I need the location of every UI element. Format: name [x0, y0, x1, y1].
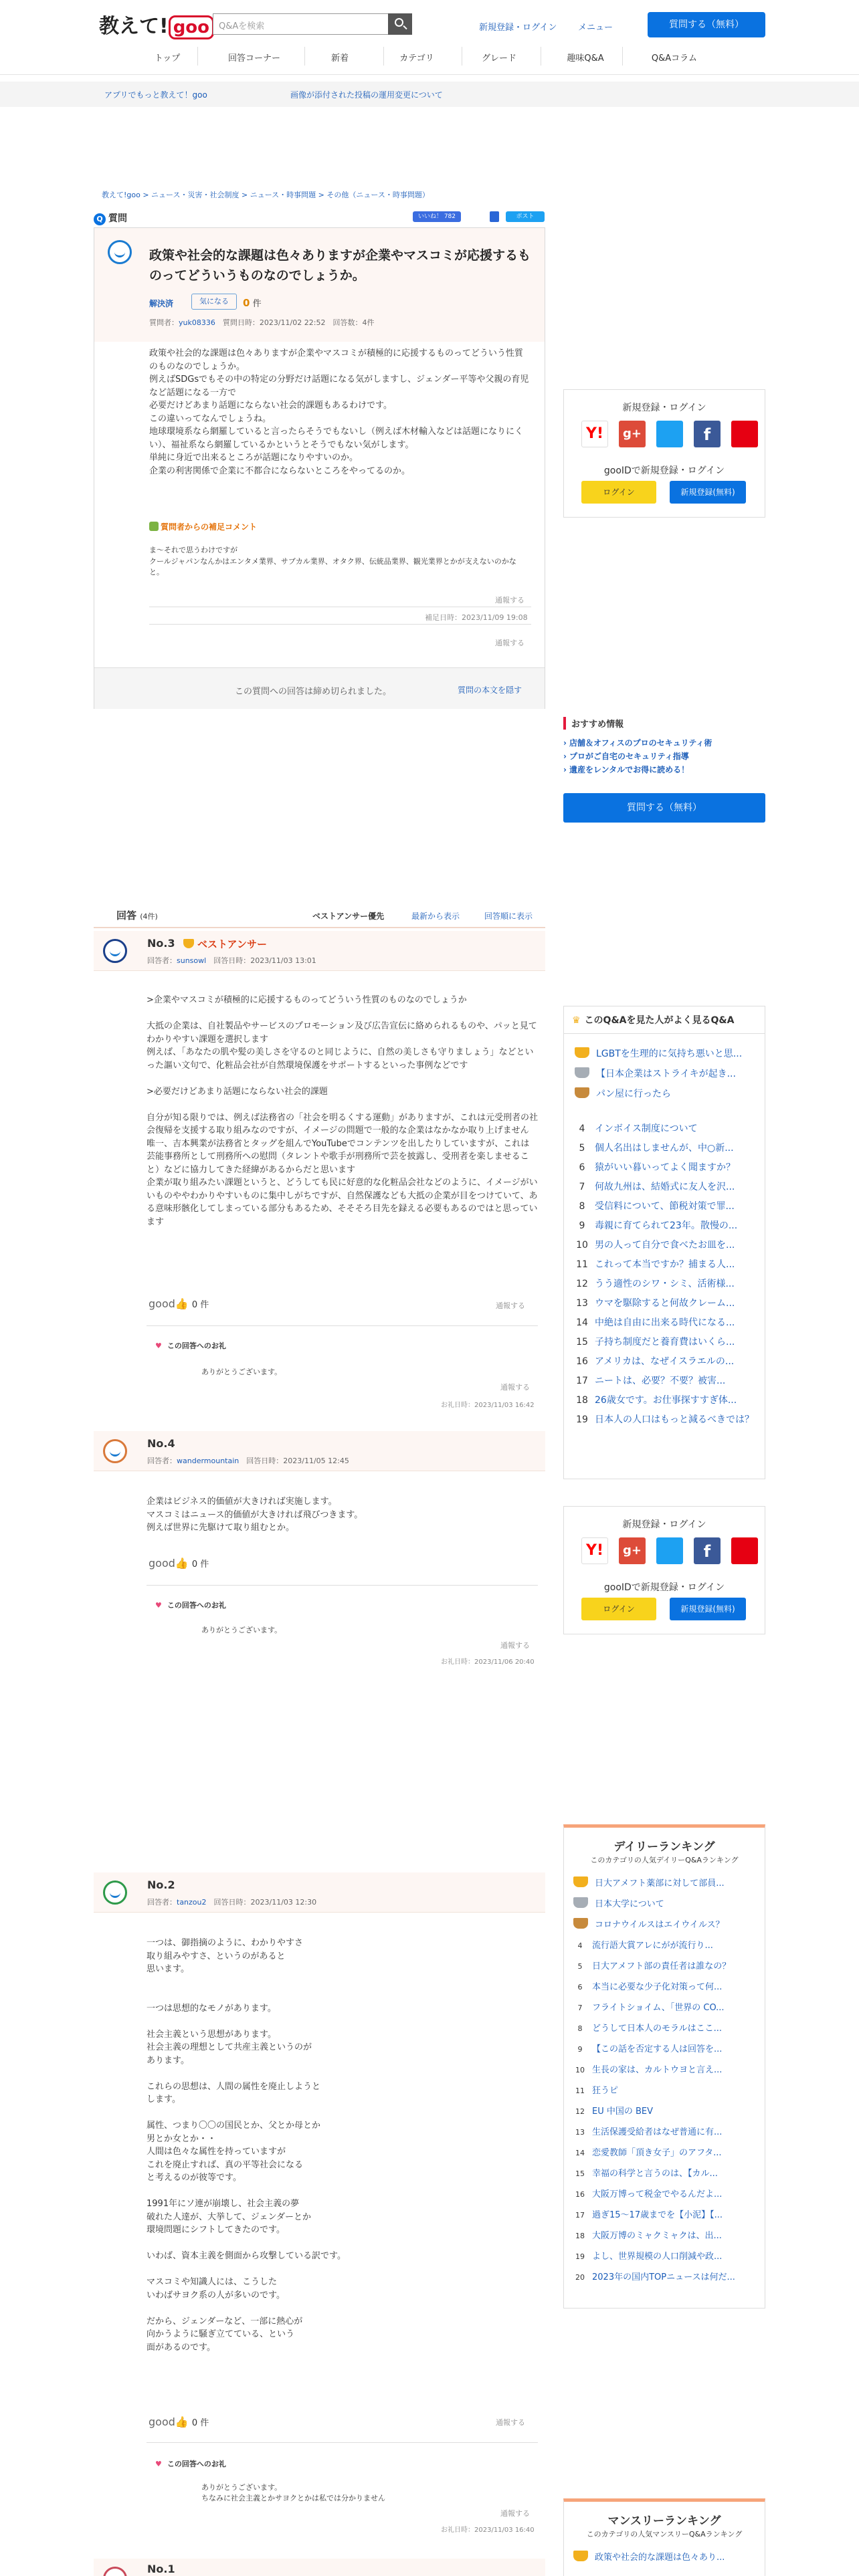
question-body: 政策や社会的な課題は色々ありますが企業やマスコミが積極的に応援するものってどういう性質のものなのでしょうか。 例えばSDGsでもその中の特定の分野だけ話題になる気がしますし、ジェンダー平等や父親の育児など話題になる一方で 必要だけどあまり話題にならない社会的課題もあるわけです。 この違いってなんでしょうね。 地球環境系なら網羅していると言ったらそうでもないし（例えば木材輸入などは話題になりにくい）、福祉系なら網羅しているかというとそうでもない気がします。 単純に身近で出来るところが話題になりやすいのか。 企業の利害関係で企業に不都合にならないところをやってるのか。: [149, 348, 529, 476]
search-input[interactable]: Q&Aを検索: [213, 13, 412, 35]
related-item[interactable]: 6 猿がいい暮いってよく聞ますか？: [579, 1162, 735, 1173]
related-item[interactable]: 19 日本人の人口はもっと減るべきでは？: [576, 1414, 754, 1425]
site-logo[interactable]: 教えて! goo: [99, 9, 214, 39]
daily-item[interactable]: 日大アメフト薬部に対して部員...: [572, 1876, 759, 1889]
app-link[interactable]: アプリでもっと教えて！goo: [104, 90, 207, 100]
related-item[interactable]: 11 これって本当ですか？捕まる人...: [576, 1259, 735, 1270]
sort-best[interactable]: ベストアンサー優先: [312, 911, 385, 921]
google-login-icon[interactable]: g+: [619, 421, 646, 447]
supplement-body: ま～それで思うわけですが クールジャパンなんかはエンタメ業界、サブカル業界、オタク界、伝統品業界、観光業界とかが支えないのかなと。: [149, 546, 516, 576]
report-link[interactable]: 通報する: [495, 639, 524, 647]
nav-category[interactable]: カテゴリ: [399, 53, 434, 64]
facebook-login-icon[interactable]: f: [694, 421, 721, 447]
related-item[interactable]: 15 子持ち制度だと養育費はいくら...: [576, 1337, 735, 1348]
answer-body: >企業やマスコミが積極的に応援するものってどういう性質のものなのでしょうか 大抵の企業は、自社製品やサービスのプロモーション及び広告宣伝に絡められるものや、パッと見てわかりやすい課題を選択します 例えば、「あなたの肌や髪の美しさを守るのと同じように、自然の美しさも守りましょう」などといった謳い文句で、化粧品会社が自然環境保護をサポートするといった事例などです >必要だけどあまり話題にならない社会的課題 自分が知る限りでは、例えば法務省の「社会を明るくする運動」がありますが、これは元受刑者の社会復帰を支援する取り組みなのですが、イメージの問題で一般的な企業はなかなか取り上げません 唯一、吉本興業が法務省とタッグを組んでYouTubeでコンテンツを出したりしていますが、これは芸能事務所として刑務所への慰問（タレントや歌手が刑務所で芸を披露し、受刑者を楽しませること）などに協力してきた経緯があるからだと思います 企業が取り組みたい課題というと、どうしても民に好意的な化粧品会社などのように、イメージがいいものややわかりやすいものに集中しがちですが、自然保護なども大抵の企業が目をつけていて、ある意味形骸化してしまっている部分もあるため、そそそろ目先を録える必要もあるのではと思っています: [147, 995, 539, 1227]
login-button[interactable]: ログイン: [581, 1598, 656, 1620]
daily-item[interactable]: 7 フライトショイム、「世界の CO...: [577, 2003, 725, 2013]
ask-question-button[interactable]: 質問する（無料）: [563, 793, 765, 823]
supplement-date: 補足日時：2023/11/09 19:08: [425, 613, 528, 622]
daily-item[interactable]: 16 大阪万博って税金でやるんだよ...: [575, 2189, 723, 2199]
twitter-login-icon[interactable]: [656, 1537, 683, 1564]
notice-bar: [0, 82, 859, 107]
thanks-body: ありがとうございます。: [201, 1626, 282, 1634]
answers-header: 回答 (4件) ベストアンサー優先 最新から表示 回答順に表示: [94, 904, 545, 928]
monthly-ranking: マンスリーランキング このカテゴリの人気マンスリーQ&Aランキング 政策や社会的な課題は色々あり...: [563, 2498, 765, 2576]
avatar: [103, 1881, 127, 1905]
answer-header: No.3 ベストアンサー 回答者：sunsowl 回答日時：2023/11/03 13:01: [94, 931, 545, 971]
daily-item[interactable]: 4 流行語大賞アレにがが流行り...: [577, 1941, 713, 1951]
hide-question-link[interactable]: 質問の本文を隠す: [458, 685, 522, 695]
docomo-login-icon[interactable]: [731, 421, 758, 447]
docomo-login-icon[interactable]: [731, 1537, 758, 1564]
daily-item[interactable]: コロナウイルスはエイウイルス？: [572, 1917, 759, 1930]
login-button[interactable]: ログイン: [581, 481, 656, 504]
comment-icon: [149, 522, 159, 531]
thanks-date: お礼日時：2023/11/03 16:40: [441, 2527, 535, 2534]
related-item[interactable]: 10 男の人って自分で食べたお皿を...: [576, 1240, 735, 1251]
nav-answer-corner[interactable]: 回答コーナー: [227, 53, 280, 64]
watch-button[interactable]: 気になる: [191, 294, 237, 310]
answer-header: No.1: [94, 2559, 545, 2576]
report-link[interactable]: 通報する: [495, 596, 524, 605]
daily-item[interactable]: 8 どうして日本人のモラルはここ...: [577, 2024, 723, 2034]
closed-notice: この質問への回答は締め切られました。 質問の本文を隠す: [94, 667, 545, 709]
facebook-login-icon[interactable]: f: [694, 1537, 721, 1564]
report-link[interactable]: 通報する: [496, 1301, 525, 1310]
related-item[interactable]: 5 個人名出はしませんが、中○新...: [579, 1143, 734, 1154]
question-card: [94, 227, 545, 709]
daily-item[interactable]: 15 幸福の科学と言うのは、【カル...: [575, 2169, 718, 2179]
related-item[interactable]: 7 何故九州は、結婚式に友人を沢...: [579, 1182, 735, 1192]
author-link[interactable]: wandermountain: [177, 1457, 240, 1465]
good-button[interactable]: good👍 0 件: [149, 2416, 209, 2428]
related-item[interactable]: パン屋に行ったら: [573, 1087, 758, 1100]
author-link[interactable]: sunsowl: [177, 956, 207, 965]
related-item[interactable]: 8 受信料について、節税対策で罪...: [579, 1201, 735, 1212]
login-box: 新規登録・ログイン Y! g+ f gooIDで新規登録・ログイン ログイン 新規登録(無料): [563, 389, 765, 518]
report-link[interactable]: 通報する: [500, 1383, 530, 1392]
bookmark-icon[interactable]: [490, 211, 499, 222]
daily-item[interactable]: 日本大学について: [572, 1897, 759, 1909]
site-header: [0, 0, 859, 75]
menu-link[interactable]: メニュー: [578, 23, 613, 33]
related-item[interactable]: LGBTを生理的に気持ち悪いと思...: [573, 1047, 758, 1060]
related-item[interactable]: 14 中絶は自由に出来る時代になる...: [576, 1317, 735, 1328]
avatar: [108, 240, 132, 264]
daily-item[interactable]: 12 EU 中国の BEV: [575, 2107, 654, 2117]
daily-item[interactable]: 20 2023年の国内TOPニュースは何だ...: [575, 2272, 735, 2282]
register-button[interactable]: 新規登録(無料): [670, 481, 746, 504]
tweet-button[interactable]: ポスト: [506, 211, 545, 222]
related-item[interactable]: 16 アメリカは、なぜイスラエルの...: [576, 1356, 735, 1367]
like-button[interactable]: いいね！ 782: [413, 211, 461, 222]
thanks-label: ♥ この回答へのお礼: [155, 1600, 226, 1610]
google-login-icon[interactable]: g+: [619, 1537, 646, 1564]
breadcrumb[interactable]: 教えて!goo > ニュース・災害・社会制度 > ニュース・時事問題 > その他（ニュース・時事問題）: [102, 191, 430, 199]
ask-question-button[interactable]: 質問する（無料）: [648, 12, 765, 37]
daily-item[interactable]: 9 【この話を否定する人は回答を...: [577, 2044, 723, 2054]
watch-count: 0 件: [243, 297, 262, 309]
related-item[interactable]: 12 うう適性のシワ・シミ、活術様...: [576, 1279, 735, 1289]
report-link[interactable]: 通報する: [500, 2509, 530, 2518]
search-button[interactable]: [388, 13, 412, 35]
avatar: [103, 939, 127, 963]
nav-new[interactable]: 新着: [330, 53, 349, 64]
nav-hobby-qa[interactable]: 趣味Q&A: [567, 53, 604, 64]
login-box: 新規登録・ログイン Y! g+ f gooIDで新規登録・ログイン ログイン 新規登録(無料): [563, 1506, 765, 1634]
reco-item[interactable]: › 店舗＆オフィスのプロのセキュリティ術: [563, 736, 765, 750]
related-item[interactable]: 9 毒親に育てられて23年。散慢の...: [579, 1220, 738, 1231]
daily-ranking: デイリーランキング このカテゴリの人気デイリーQ&Aランキング 日大アメフト薬部に対して部員... 日本大学について コロナウイルスはエイウイルス？ 4 流行語大賞アレにがが流行り... 5 日大アメフト部の責任者は誰なの？ 6 本当に必要な少子化対策って何... 7 フライトショイム、「世界の CO... 8 どうして日本人のモラルはここ... 9 【この話を否定する人は回答を... 10 生長の家は、カルトウヨと言え... 11 狂うピ 12 EU 中国の BEV 13 生活保護受給者はなぜ普通に有... 14 恋愛教師「頂き女子」のアフタ... 15 幸福の科学と言うのは、【カル... 16 大阪万博って税金でやるんだよ... 17 過ぎ15〜17歳までを【小泥】【... 18 大阪万博のミャクミャクは、出... 19 よし、世界規模の人口削減や政... 20 2023年の国内TOPニュースは何だ...: [563, 1824, 765, 2309]
thanks-body: ありがとうございます。 ちなみに社会主義とかサヨクとかは私では分かりません: [201, 2483, 385, 2502]
report-link[interactable]: 通報する: [496, 2418, 525, 2427]
daily-item[interactable]: 14 恋愛教師「頂き女子」のアフタ...: [575, 2148, 722, 2158]
twitter-login-icon[interactable]: [656, 421, 683, 447]
related-qa-box: ♛ このQ&Aを見た人がよく見るQ&A LGBTを生理的に気持ち悪いと思... 【日本企業はストライキが起き... パン屋に行ったら 4 インボイス制度について 5 個人名出はしませんが、中○新... 6 猿がいい暮いってよく聞ますか？ 7 何故九州は、結婚式に友人を沢... 8 受信料について、節税対策で罪... 9 毒親に育てられて23年。散慢の... 10 男の人って自分で食べたお皿を... 11 これって本当ですか？捕まる人... 12 うう適性のシワ・シミ、活術様... 13 ウマを駆除すると何故クレーム... 14 中絶は自由に出来る時代になる... 15 子持ち制度だと養育費はいくら... 16 アメリカは、なぜイスラエルの... 17 ニートは、必要？不要？被害... 18 26歳女です。お仕事探すすぎ体... 19 日本人の人口はもっと減るべきでは？: [563, 1006, 765, 1479]
answer-body: 企業はビジネス的価値が大きければ実施します。 マスコミはニュース的価値が大きければ飛びつきます。 例えば世界に先駆けて取り組むとか。: [147, 1497, 363, 1533]
good-button[interactable]: good👍 0 件: [149, 1557, 209, 1570]
thanks-label: ♥ この回答へのお礼: [155, 1340, 226, 1351]
related-item[interactable]: 【日本企業はストライキが起き...: [573, 1067, 758, 1080]
sort-old[interactable]: 回答順に表示: [484, 911, 533, 921]
thanks-date: お礼日時：2023/11/06 20:40: [441, 1658, 535, 1666]
related-item[interactable]: 17 ニートは、必要？不要？被害...: [576, 1376, 726, 1386]
thanks-date: お礼日時：2023/11/03 16:42: [441, 1402, 535, 1409]
daily-item[interactable]: 13 生活保護受給者はなぜ普通に有...: [575, 2127, 723, 2137]
status-badge: 解決済: [149, 299, 174, 308]
policy-link[interactable]: 画像が添付された投稿の運用変更について: [290, 90, 443, 100]
best-answer-badge: ベストアンサー: [183, 937, 267, 951]
related-item[interactable]: 18 26歳女です。お仕事探すすぎ体...: [576, 1395, 737, 1406]
recommended-info: おすすめ情報 › 店舗＆オフィスのプロのセキュリティ術 › プロがご自宅のセキュリティ指導 › 遺産をレンタルでお得に読める！: [563, 717, 765, 776]
good-button[interactable]: good👍 0 件: [149, 1297, 209, 1310]
question-meta: 質問者：yuk08336 質問日時：2023/11/02 22:52 回答数：4件: [149, 318, 375, 327]
reco-item[interactable]: › プロがご自宅のセキュリティ指導: [563, 750, 765, 763]
related-item[interactable]: 4 インボイス制度について: [579, 1123, 698, 1134]
question-section-label: Q 質問: [94, 211, 127, 225]
related-item[interactable]: 13 ウマを駆除すると何故クレーム...: [576, 1298, 735, 1309]
daily-item[interactable]: 6 本当に必要な少子化対策って何...: [577, 1982, 723, 1992]
nav-top[interactable]: トップ: [154, 53, 181, 64]
answer-header: No.4 回答者：wandermountain 回答日時：2023/11/05 12:45: [94, 1431, 545, 1471]
daily-item[interactable]: 19 よし、世界規模の人口削減や政...: [575, 2252, 723, 2262]
thanks-label: ♥ この回答へのお礼: [155, 2458, 226, 2469]
daily-item[interactable]: 5 日大アメフト部の責任者は誰なの？: [577, 1961, 731, 1971]
thanks-body: ありがとうございます。: [201, 1368, 282, 1376]
register-button[interactable]: 新規登録(無料): [670, 1598, 746, 1620]
daily-item[interactable]: 10 生長の家は、カルトウヨと言え...: [575, 2065, 723, 2075]
author-link[interactable]: yuk08336: [179, 318, 215, 327]
author-link[interactable]: tanzou2: [177, 1898, 207, 1907]
answer-body: 一つは、御指摘のように、わかりやすさ 取り組みやすさ、というのがあると 思います。 一つは思想的なモノがあります。 社会主義という思想があります。 社会主義の理想として共産主義というのが あります。 これらの思想は、人間の属性を廃止しようと します。 属性、つまり〇〇の国民とか、父とか母とか 男とか女とか・・ 人間は色々な属性を持っていますが これを廃止すれば、真の平等社会になる と考えるのが彼等です。 1991年にソ連が崩壊し、社会主義の夢 破れた人達が、大挙して、ジェンダーとか 環境問題にシフトしてきたのです。 いわば、資本主義を側面から攻撃している訳です。 マスコミや知識人には、こうした いわばサヨク系の人が多いのです。 だから、ジェンダーなど、一部に熱心が 向かうように騒ぎ立てている、という 面があるのです。: [147, 1938, 346, 2353]
daily-item[interactable]: 11 狂うピ: [575, 2086, 619, 2096]
question-icon: Q: [94, 213, 106, 225]
yahoo-login-icon[interactable]: Y!: [581, 1537, 608, 1564]
supplement-label: 質問者からの補足コメント: [149, 521, 257, 532]
nav-grade[interactable]: グレード: [481, 53, 516, 64]
register-login-link[interactable]: 新規登録・ログイン: [479, 23, 557, 33]
monthly-item[interactable]: 政策や社会的な課題は色々あり...: [572, 2550, 759, 2563]
answer-header: No.2 回答者：tanzou2 回答日時：2023/11/03 12:30: [94, 1872, 545, 1913]
report-link[interactable]: 通報する: [500, 1641, 530, 1650]
nav-qa-column[interactable]: Q&Aコラム: [651, 53, 698, 64]
reco-item[interactable]: › 遺産をレンタルでお得に読める！: [563, 763, 765, 776]
avatar: [103, 2567, 127, 2576]
search-icon: [395, 18, 403, 27]
daily-item[interactable]: 18 大阪万博のミャクミャクは、出...: [575, 2231, 722, 2241]
avatar: [103, 1439, 127, 1463]
sort-new[interactable]: 最新から表示: [411, 911, 460, 921]
question-title: 政策や社会的な課題は色々ありますが企業やマスコミが応援するものってどういうものなのでしょうか。: [149, 248, 531, 283]
daily-item[interactable]: 17 過ぎ15〜17歳までを【小泥】【...: [575, 2210, 723, 2220]
yahoo-login-icon[interactable]: Y!: [581, 421, 608, 447]
